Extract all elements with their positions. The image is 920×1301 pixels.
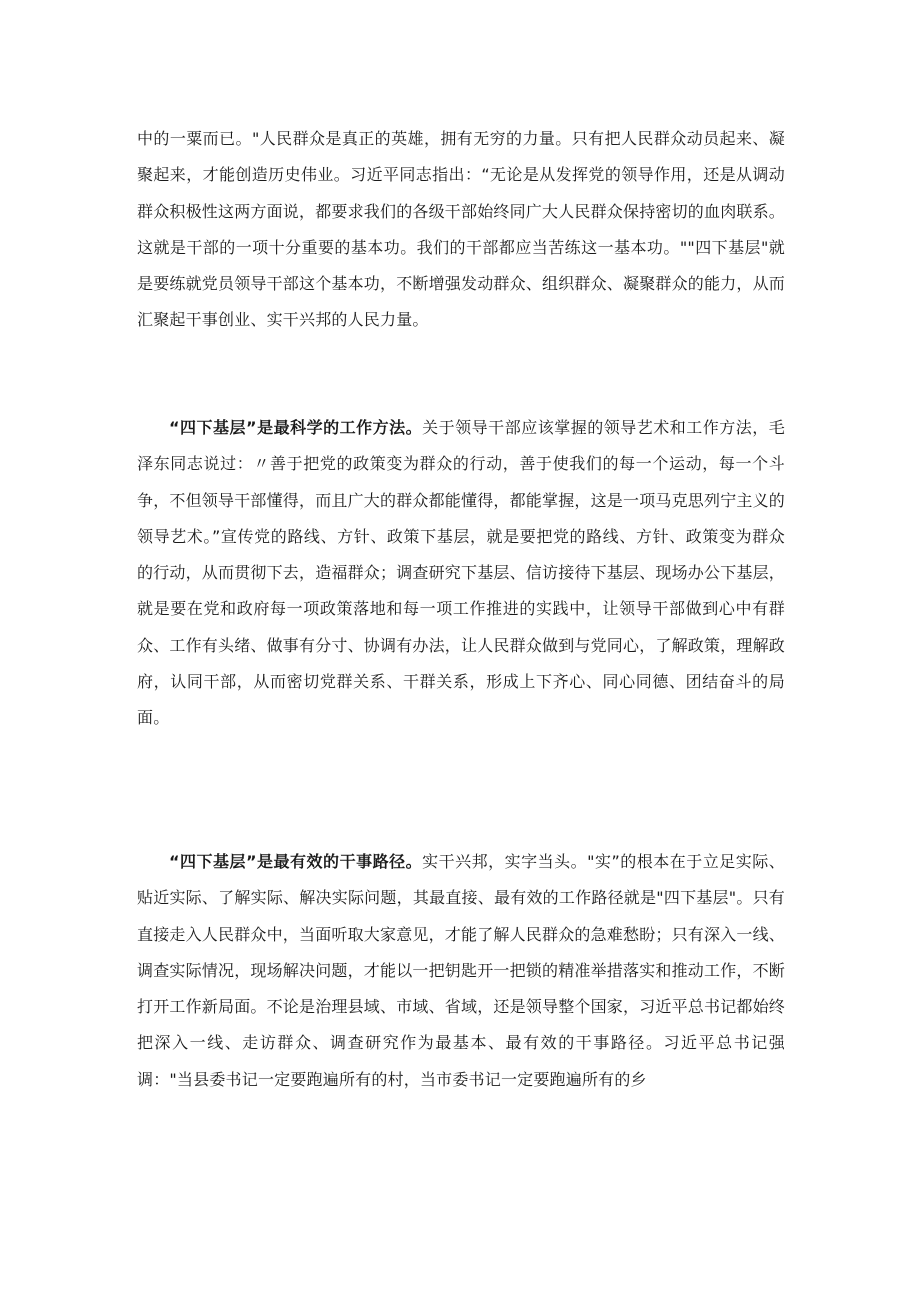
paragraph-2 (137, 410, 785, 737)
paragraph-2-heading: “四下基层”是最科学的工作方法。 (169, 418, 423, 437)
paragraph-3 (137, 844, 785, 1098)
paragraph-3-heading: “四下基层”是最有效的干事路径。 (169, 852, 423, 871)
paragraph-1-text: 中的一粟而已。"人民群众是真正的英雄，拥有无穷的力量。只有把人民群众动员起来、凝聚起来，才能创造历史伟业。习近平同志指出：“无论是从发挥党的领导作用，还是从调动群众积极性这两方面说，都要求我们的各级干部始终同广大人民群众保持密切的血肉联系。这就是干部的一项十分重要的基本功。我们的干部都应当苦练这一基本功。""四下基层"就是要练就党员领导干部这个基本功，不断增强发动群众、组织群众、凝聚群众的能力，从而汇聚起干事创业、实干兴邦的人民力量。 (137, 129, 786, 330)
paragraph-2-text: 关于领导干部应该掌握的领导艺术和工作方法，毛泽东同志说过：〃善于把党的政策变为群众的行动，善于使我们的每一个运动，每一个斗争，不但领导干部懂得，而且广大的群众都能懂得，都能掌握，这是一项马克思列宁主义的领导艺术。”宣传党的路线、方针、政策下基层，就是要把党的路线、方针、政策变为群众的行动，从而贯彻下去，造福群众；调查研究下基层、信访接待下基层、现场办公下基层，就是要在党和政府每一项政策落地和每一项工作推进的实践中，让领导干部做到心中有群众、工作有头绪、做事有分寸、协调有办法，让人民群众做到与党同心，了解政策，理解政府，认同干部，从而密切党群关系、干群关系，形成上下齐心、同心同德、团结奋斗的局面。 (137, 418, 786, 728)
paragraph-1 (137, 121, 785, 339)
paragraph-3-text: 实干兴邦，实字当头。"实”的根本在于立足实际、贴近实际、了解实际、解决实际问题，其最直接、最有效的工作路径就是"四下基层"。只有直接走入人民群众中，当面听取大家意见，才能了解人民群众的急难愁盼；只有深入一线、调查实际情况，现场解决问题，才能以一把钥匙开一把锁的精准举措落实和推动工作，不断打开工作新局面。不论是治理县域、市域、省域，还是领导整个国家，习近平总书记都始终把深入一线、走访群众、调查研究作为最基本、最有效的干事路径。习近平总书记强调："当县委书记一定要跑遍所有的村，当市委书记一定要跑遍所有的乡 (137, 852, 786, 1089)
